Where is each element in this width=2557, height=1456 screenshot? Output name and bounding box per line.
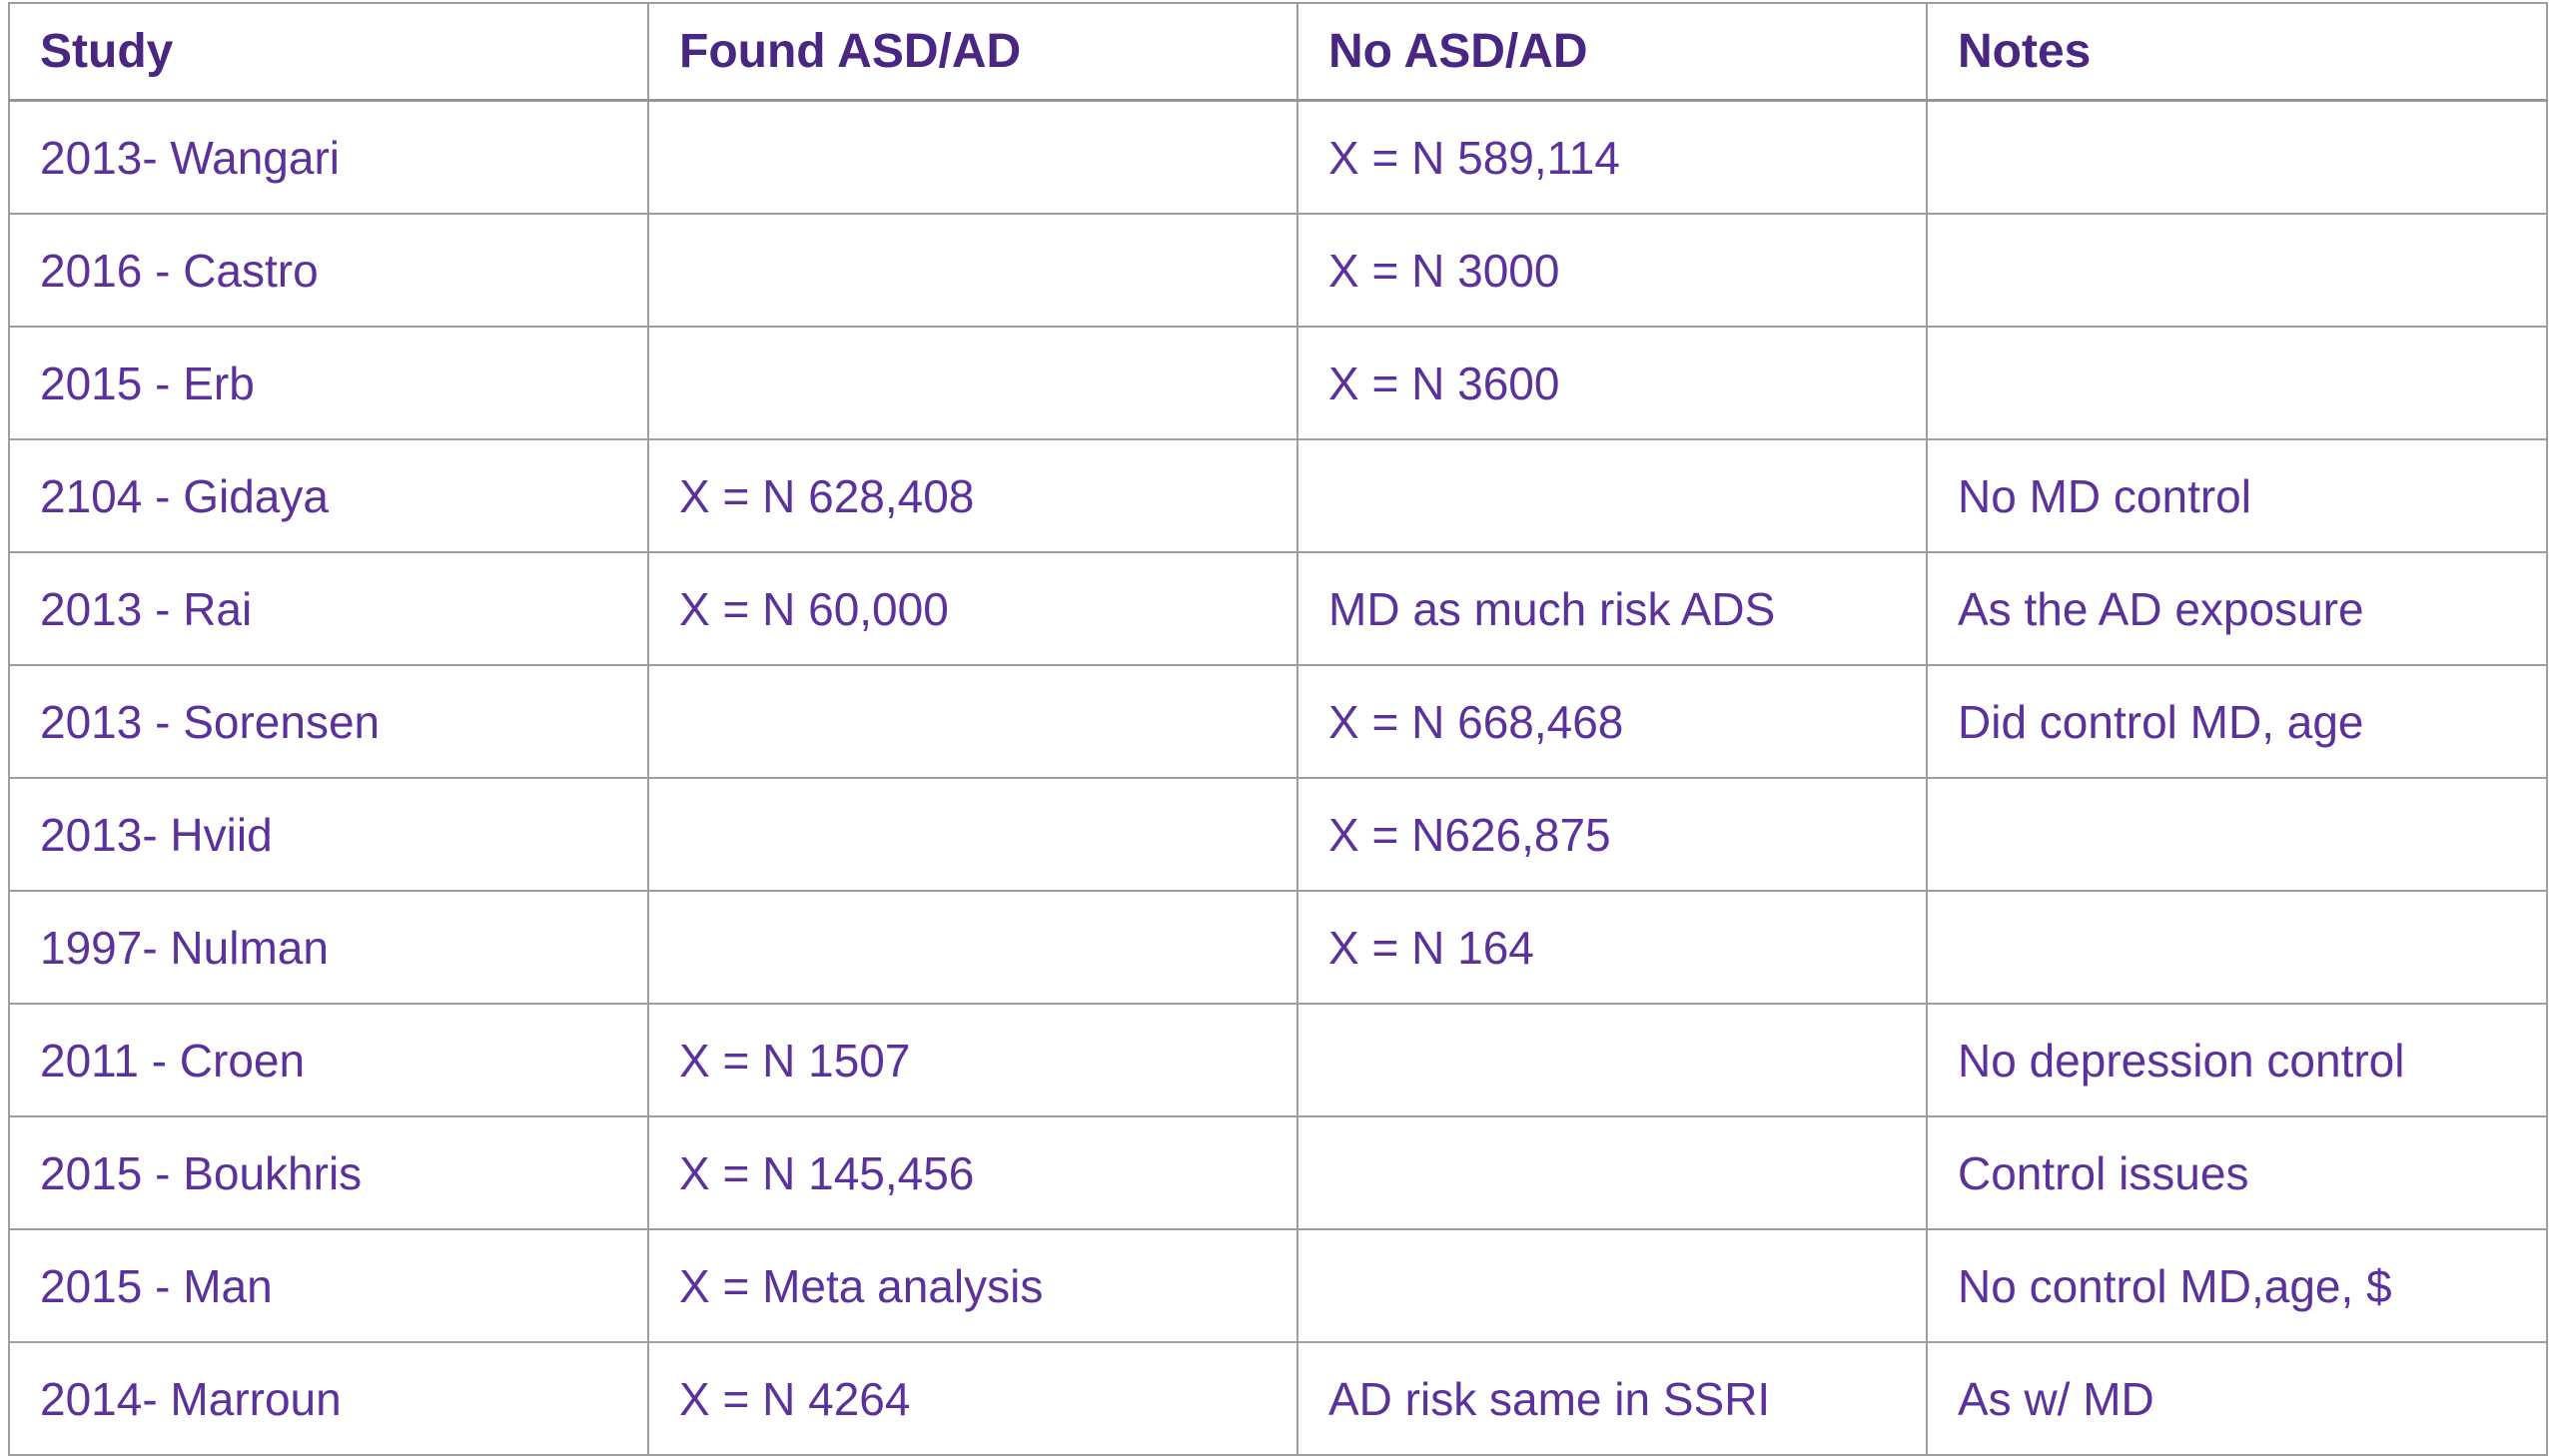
cell-notes: No depression control: [1927, 1004, 2547, 1116]
cell-no-asd: [1297, 1116, 1927, 1229]
cell-notes: No MD control: [1927, 439, 2547, 552]
cell-no-asd: [1297, 1229, 1927, 1342]
cell-notes: Did control MD, age: [1927, 665, 2547, 778]
cell-no-asd: AD risk same in SSRI: [1297, 1342, 1927, 1455]
cell-study: 2013 - Sorensen: [9, 665, 648, 778]
cell-study: 2015 - Erb: [9, 327, 648, 439]
table-row: [9, 1004, 2547, 1116]
cell-notes: No control MD,age, $: [1927, 1229, 2547, 1342]
cell-study: 2013 - Rai: [9, 552, 648, 665]
cell-no-asd: MD as much risk ADS: [1297, 552, 1927, 665]
table-row: [9, 327, 2547, 439]
cell-study: 2015 - Boukhris: [9, 1116, 648, 1229]
table-row: [9, 1116, 2547, 1229]
column-header-study: Study: [9, 3, 648, 101]
header-row: [9, 3, 2547, 101]
cell-no-asd: X = N 3000: [1297, 214, 1927, 327]
table-header: [9, 3, 2547, 101]
cell-notes: Control issues: [1927, 1116, 2547, 1229]
study-results-table: [8, 2, 2548, 1456]
table-row: [9, 665, 2547, 778]
cell-study: 2016 - Castro: [9, 214, 648, 327]
column-header-found-asd-ad: Found ASD/AD: [648, 3, 1297, 101]
cell-found: [648, 327, 1297, 439]
cell-found: X = Meta analysis: [648, 1229, 1297, 1342]
study-table-container: [8, 2, 2546, 1456]
cell-no-asd: X = N626,875: [1297, 778, 1927, 891]
table-row: [9, 778, 2547, 891]
table-row: [9, 891, 2547, 1004]
cell-notes: As w/ MD: [1927, 1342, 2547, 1455]
table-row: [9, 1229, 2547, 1342]
cell-notes: [1927, 891, 2547, 1004]
cell-study: 2013- Wangari: [9, 101, 648, 215]
cell-no-asd: X = N 668,468: [1297, 665, 1927, 778]
cell-study: 2015 - Man: [9, 1229, 648, 1342]
cell-study: 1997- Nulman: [9, 891, 648, 1004]
table-body: [9, 101, 2547, 1456]
cell-notes: [1927, 778, 2547, 891]
cell-found: [648, 891, 1297, 1004]
cell-no-asd: [1297, 439, 1927, 552]
cell-found: X = N 1507: [648, 1004, 1297, 1116]
cell-found: [648, 214, 1297, 327]
cell-found: X = N 145,456: [648, 1116, 1297, 1229]
cell-study: 2104 - Gidaya: [9, 439, 648, 552]
cell-study: 2013- Hviid: [9, 778, 648, 891]
table-row: [9, 439, 2547, 552]
column-header-notes: Notes: [1927, 3, 2547, 101]
cell-notes: As the AD exposure: [1927, 552, 2547, 665]
cell-no-asd: X = N 3600: [1297, 327, 1927, 439]
cell-notes: [1927, 101, 2547, 215]
column-header-no-asd-ad: No ASD/AD: [1297, 3, 1927, 101]
cell-found: X = N 628,408: [648, 439, 1297, 552]
cell-found: X = N 60,000: [648, 552, 1297, 665]
cell-found: X = N 4264: [648, 1342, 1297, 1455]
cell-found: [648, 665, 1297, 778]
cell-study: 2011 - Croen: [9, 1004, 648, 1116]
cell-notes: [1927, 214, 2547, 327]
cell-no-asd: X = N 164: [1297, 891, 1927, 1004]
cell-no-asd: X = N 589,114: [1297, 101, 1927, 215]
cell-study: 2014- Marroun: [9, 1342, 648, 1455]
table-row: [9, 214, 2547, 327]
cell-found: [648, 778, 1297, 891]
table-row: [9, 552, 2547, 665]
cell-found: [648, 101, 1297, 215]
cell-no-asd: [1297, 1004, 1927, 1116]
cell-notes: [1927, 327, 2547, 439]
table-row: [9, 101, 2547, 215]
table-row: [9, 1342, 2547, 1455]
